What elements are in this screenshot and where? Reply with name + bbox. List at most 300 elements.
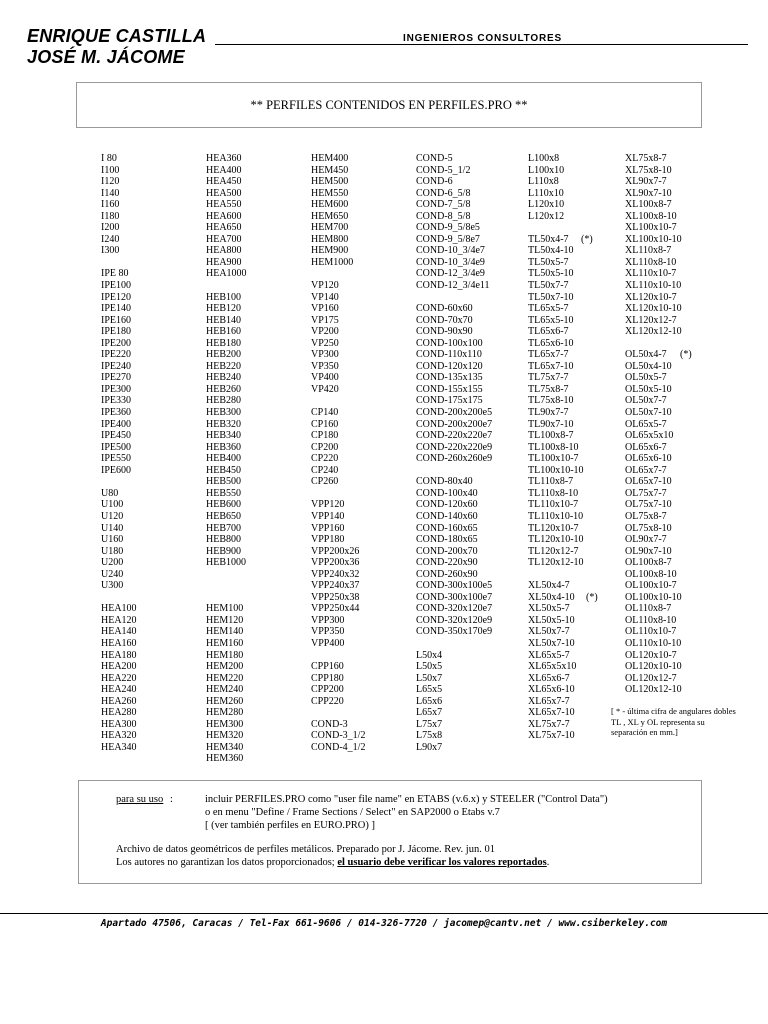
profile-cell: VPP300 bbox=[311, 614, 345, 626]
profile-cell bbox=[416, 638, 492, 650]
profile-cell: VPP120 bbox=[311, 499, 345, 511]
profile-cell: OL110x10-7 bbox=[625, 626, 677, 638]
profile-cell: HEB240 bbox=[206, 372, 241, 384]
profile-cell: OL110x10-10 bbox=[625, 637, 682, 649]
profile-cell: VP420 bbox=[311, 383, 339, 395]
profile-cell: TL50x7-10 bbox=[528, 291, 574, 303]
profile-cell: L50x4 bbox=[416, 649, 443, 661]
profile-cell: OL100x8-10 bbox=[625, 568, 677, 580]
profile-cell: VP200 bbox=[311, 326, 339, 338]
profile-column bbox=[101, 153, 137, 753]
profile-cell: HEM360 bbox=[206, 753, 244, 765]
profile-cell: XL90x7-10 bbox=[625, 187, 672, 199]
profile-cell bbox=[311, 395, 365, 407]
profile-cell: HEA800 bbox=[206, 245, 242, 257]
profile-cell: COND-3 bbox=[311, 718, 348, 730]
profile-cell: TL100x10-10 bbox=[528, 464, 584, 476]
profile-cell: COND-200x200e7 bbox=[416, 418, 493, 430]
disclaimer-warning: el usuario debe verificar los valores reportados bbox=[337, 857, 547, 868]
profile-cell: TL65x6-10 bbox=[528, 337, 574, 349]
profile-cell: TL90x7-7 bbox=[528, 407, 569, 419]
profile-cell: XL75x8-7 bbox=[625, 153, 667, 164]
profile-cell bbox=[206, 592, 247, 604]
profile-cell: COND-135x135 bbox=[416, 372, 483, 384]
profile-cell: TL65x6-7 bbox=[528, 326, 569, 338]
profile-cell: HEB600 bbox=[206, 499, 241, 511]
profile-cell: CP260 bbox=[311, 476, 339, 488]
profile-cell: OL65x6-10 bbox=[625, 453, 672, 465]
usage-label: para su uso bbox=[116, 794, 164, 805]
profile-cell: HEA700 bbox=[206, 233, 242, 245]
profile-cell: HEA900 bbox=[206, 256, 242, 268]
profile-cell: COND-60x60 bbox=[416, 303, 473, 315]
profile-cell: VPP200x36 bbox=[311, 557, 360, 569]
profile-cell: CP140 bbox=[311, 407, 339, 419]
profile-cell: COND-300x100e7 bbox=[416, 591, 493, 603]
profile-cell: OL50x7-10 bbox=[625, 407, 672, 419]
profile-cell: U180 bbox=[101, 545, 124, 557]
profile-cell: TL100x10-7 bbox=[528, 453, 579, 465]
firm-name: INGENIEROS CONSULTORES bbox=[403, 33, 562, 44]
profile-cell: L100x10 bbox=[528, 164, 565, 176]
profile-cell: XL100x8-7 bbox=[625, 199, 672, 211]
profile-cell: TL50x4-10 bbox=[528, 245, 574, 257]
profile-cell: HEB200 bbox=[206, 349, 241, 361]
profile-cell: L50x5 bbox=[416, 661, 443, 673]
profile-column bbox=[528, 153, 584, 742]
profile-cell: HEM120 bbox=[206, 614, 244, 626]
profile-cell: COND-140x60 bbox=[416, 510, 478, 522]
profile-cell: HEB360 bbox=[206, 441, 241, 453]
profile-cell: I140 bbox=[101, 187, 120, 199]
profile-cell: HEB450 bbox=[206, 464, 241, 476]
profile-cell: VPP250x44 bbox=[311, 603, 360, 615]
author-name-1: ENRIQUE CASTILLA bbox=[27, 26, 207, 46]
profile-cell: HEA220 bbox=[101, 672, 137, 684]
profile-cell: COND-320x120e7 bbox=[416, 603, 493, 615]
profile-cell: CPP180 bbox=[311, 672, 344, 684]
profile-cell: HEB400 bbox=[206, 453, 241, 465]
marker-tl: (*) bbox=[581, 234, 593, 245]
profile-cell: OL90x7-10 bbox=[625, 545, 672, 557]
profile-cell: HEB100 bbox=[206, 291, 241, 303]
profile-cell: HEB320 bbox=[206, 418, 241, 430]
profile-cell: XL65x7-10 bbox=[528, 707, 575, 719]
profile-cell: COND-7_5/8 bbox=[416, 199, 471, 211]
profile-cell: OL120x10-7 bbox=[625, 649, 677, 661]
profile-cell: IPE 80 bbox=[101, 268, 129, 280]
profile-cell: HEB550 bbox=[206, 487, 241, 499]
profile-cell: IPE400 bbox=[101, 418, 131, 430]
profile-cell: HEB180 bbox=[206, 337, 241, 349]
profile-cell: L50x7 bbox=[416, 672, 443, 684]
profile-cell: OL75x8-10 bbox=[625, 522, 672, 534]
profile-cell: COND-120x60 bbox=[416, 499, 478, 511]
profile-cell: HEA550 bbox=[206, 199, 242, 211]
profile-cell: U120 bbox=[101, 510, 124, 522]
profile-cell: COND-5_1/2 bbox=[416, 164, 471, 176]
profile-cell: L75x7 bbox=[416, 718, 443, 730]
profile-cell: OL50x5-7 bbox=[625, 372, 667, 384]
profile-cell: OL50x4-7 bbox=[625, 349, 667, 361]
profile-cell: HEM650 bbox=[311, 210, 349, 222]
profile-cell: OL120x10-10 bbox=[625, 661, 682, 673]
profile-cell: IPE330 bbox=[101, 395, 131, 407]
profile-column bbox=[206, 153, 247, 765]
profile-cell: XL75x8-10 bbox=[625, 164, 672, 176]
profile-cell: CP160 bbox=[311, 418, 339, 430]
profile-cell: HEM180 bbox=[206, 649, 244, 661]
profile-cell: COND-160x65 bbox=[416, 522, 478, 534]
profile-cell: U200 bbox=[101, 557, 124, 569]
document-title: ** PERFILES CONTENIDOS EN PERFILES.PRO ** bbox=[250, 97, 528, 112]
profile-cell: HEB1000 bbox=[206, 557, 246, 569]
profile-cell: TL50x7-7 bbox=[528, 280, 569, 292]
profile-cell: IPE140 bbox=[101, 303, 131, 315]
profile-cell: OL50x5-10 bbox=[625, 383, 672, 395]
profile-cell bbox=[528, 569, 584, 581]
profile-cell: HEM500 bbox=[311, 176, 349, 188]
profile-cell: VPP400 bbox=[311, 637, 345, 649]
profile-cell: VP300 bbox=[311, 349, 339, 361]
profile-cell: TL65x7-7 bbox=[528, 349, 569, 361]
profile-column bbox=[311, 153, 365, 753]
profile-cell: HEA600 bbox=[206, 210, 242, 222]
profile-cell: XL110x10-10 bbox=[625, 280, 682, 292]
profile-cell: I180 bbox=[101, 210, 120, 222]
profile-cell: TL50x4-7 bbox=[528, 233, 569, 245]
profile-cell: IPE120 bbox=[101, 291, 131, 303]
profile-cell: HEM600 bbox=[311, 199, 349, 211]
profile-cell: I200 bbox=[101, 222, 120, 234]
profile-cell: XL100x10-10 bbox=[625, 233, 682, 245]
profile-cell: HEA140 bbox=[101, 626, 137, 638]
profile-cell: HEA360 bbox=[206, 153, 242, 164]
profile-cell: XL110x8-10 bbox=[625, 256, 677, 268]
profile-cell: IPE600 bbox=[101, 464, 131, 476]
usage-line-1: incluir PERFILES.PRO como "user file name" en ETABS (v.6.x) y STEELER ("Control Data") bbox=[205, 794, 608, 805]
profile-cell: COND-9_5/8e5 bbox=[416, 222, 480, 234]
profile-cell: HEM220 bbox=[206, 672, 244, 684]
profile-cell: COND-200x200e5 bbox=[416, 407, 493, 419]
profile-cell: COND-12_3/4e11 bbox=[416, 280, 490, 292]
profile-cell: VP250 bbox=[311, 337, 339, 349]
profile-cell: COND-9_5/8e7 bbox=[416, 233, 480, 245]
profile-cell: TL75x8-10 bbox=[528, 395, 574, 407]
usage-line-4: Archivo de datos geométricos de perfiles metálicos. Preparado por J. Jácome. Rev. jun. 01 bbox=[116, 844, 495, 855]
profile-cell: COND-3_1/2 bbox=[311, 730, 366, 742]
profile-cell: OL120x12-7 bbox=[625, 672, 677, 684]
profile-cell: XL65x7-7 bbox=[528, 695, 570, 707]
profile-cell: XL110x8-7 bbox=[625, 245, 672, 257]
profile-cell: HEA240 bbox=[101, 684, 137, 696]
profile-cell: HEM400 bbox=[311, 153, 349, 164]
profile-cell: TL90x7-10 bbox=[528, 418, 574, 430]
usage-line-5 bbox=[116, 857, 549, 868]
profile-cell: I300 bbox=[101, 245, 120, 257]
profile-cell: OL100x8-7 bbox=[625, 557, 672, 569]
profile-cell: OL65x7-10 bbox=[625, 476, 672, 488]
profile-cell: CP200 bbox=[311, 441, 339, 453]
profile-cell: VPP200x26 bbox=[311, 545, 360, 557]
profile-cell: COND-70x70 bbox=[416, 314, 473, 326]
header-rule bbox=[215, 44, 748, 45]
profile-cell: HEB220 bbox=[206, 360, 241, 372]
footer-contact: Apartado 47506, Caracas / Tel-Fax 661-9606 / 014-326-7720 / jacomep@cantv.net / www.csiberkeley.com bbox=[100, 918, 668, 929]
profile-cell: U240 bbox=[101, 568, 124, 580]
profile-cell: TL75x7-7 bbox=[528, 372, 569, 384]
profile-cell: COND-100x100 bbox=[416, 337, 483, 349]
profile-cell: HEM260 bbox=[206, 695, 244, 707]
profile-cell: HEB650 bbox=[206, 510, 241, 522]
profile-cell: HEM200 bbox=[206, 661, 244, 673]
profile-cell: XL120x10-7 bbox=[625, 291, 677, 303]
profile-cell: IPE550 bbox=[101, 453, 131, 465]
profile-cell: OL100x10-10 bbox=[625, 591, 682, 603]
profile-cell: COND-10_3/4e7 bbox=[416, 245, 485, 257]
profile-cell: TL110x8-7 bbox=[528, 476, 574, 488]
author-name-2: JOSÉ M. JÁCOME bbox=[27, 47, 185, 67]
profile-cell: XL120x10-10 bbox=[625, 303, 682, 315]
profile-cell: HEA340 bbox=[101, 741, 137, 753]
profile-cell: HEM300 bbox=[206, 718, 244, 730]
profile-cell: HEA650 bbox=[206, 222, 242, 234]
profile-cell: COND-220x220e9 bbox=[416, 441, 493, 453]
profile-cell: COND-175x175 bbox=[416, 395, 483, 407]
profile-cell: TL110x8-10 bbox=[528, 487, 579, 499]
profile-cell: U160 bbox=[101, 534, 124, 546]
profile-cell: CPP160 bbox=[311, 661, 344, 673]
profile-cell: XL65x5-7 bbox=[528, 649, 570, 661]
profile-cell: HEA450 bbox=[206, 176, 242, 188]
profile-cell: COND-220x220e7 bbox=[416, 430, 493, 442]
profile-cell: HEM100 bbox=[206, 603, 244, 615]
profile-cell: TL50x5-7 bbox=[528, 256, 569, 268]
profile-cell: OL120x12-10 bbox=[625, 684, 682, 696]
profile-cell: XL50x7-7 bbox=[528, 626, 570, 638]
profile-cell: IPE180 bbox=[101, 326, 131, 338]
profile-cell: HEM340 bbox=[206, 741, 244, 753]
profile-cell: OL110x8-10 bbox=[625, 614, 677, 626]
profile-cell: HEA320 bbox=[101, 730, 137, 742]
usage-line-2: o en menu "Define / Frame Sections / Select" en SAP2000 o Etabs v.7 bbox=[205, 807, 500, 818]
profile-cell: TL75x8-7 bbox=[528, 383, 569, 395]
profile-cell: COND-350x170e9 bbox=[416, 626, 493, 638]
profile-cell: OL65x5-7 bbox=[625, 418, 667, 430]
profile-cell: TL65x5-10 bbox=[528, 314, 574, 326]
profile-cell: XL100x8-10 bbox=[625, 210, 677, 222]
profile-cell bbox=[311, 488, 365, 500]
profile-cell bbox=[311, 268, 365, 280]
profile-cell: HEB140 bbox=[206, 314, 241, 326]
profile-cell: TL120x10-10 bbox=[528, 534, 584, 546]
profile-cell: TL110x10-10 bbox=[528, 510, 584, 522]
profile-cell: HEM280 bbox=[206, 707, 244, 719]
profile-cell: VPP140 bbox=[311, 510, 345, 522]
profile-cell: HEB500 bbox=[206, 476, 241, 488]
profile-cell: CP240 bbox=[311, 464, 339, 476]
profile-cell: HEB800 bbox=[206, 534, 241, 546]
profile-cell: I120 bbox=[101, 176, 120, 188]
profile-cell bbox=[311, 650, 365, 662]
profile-cell: COND-155x155 bbox=[416, 383, 483, 395]
profile-cell: OL100x10-7 bbox=[625, 580, 677, 592]
profile-cell: HEM240 bbox=[206, 684, 244, 696]
usage-box bbox=[78, 780, 702, 884]
profile-cell: TL120x10-7 bbox=[528, 522, 579, 534]
profile-cell: VP350 bbox=[311, 360, 339, 372]
profile-cell: L120x10 bbox=[528, 199, 565, 211]
profile-cell: HEA120 bbox=[101, 614, 137, 626]
profile-cell: OL50x4-10 bbox=[625, 360, 672, 372]
profile-cell: COND-260x260e9 bbox=[416, 453, 493, 465]
profile-cell: I240 bbox=[101, 233, 120, 245]
profile-cell: XL120x12-10 bbox=[625, 326, 682, 338]
profile-cell: XL50x7-10 bbox=[528, 637, 575, 649]
profile-cell: CPP220 bbox=[311, 695, 344, 707]
footer-rule bbox=[0, 913, 768, 914]
profile-cell bbox=[101, 476, 137, 488]
profile-cell: HEA160 bbox=[101, 637, 137, 649]
profile-cell: IPE300 bbox=[101, 383, 131, 395]
profile-cell: COND-8_5/8 bbox=[416, 210, 471, 222]
profile-cell bbox=[206, 280, 247, 292]
profile-cell: TL100x8-7 bbox=[528, 430, 574, 442]
profile-cell: L75x8 bbox=[416, 730, 443, 742]
profile-cell: VPP240x32 bbox=[311, 568, 360, 580]
footnote: [ * - última cifra de angulares dobles TL , XL y OL representa su separación en mm.] bbox=[611, 706, 736, 737]
profile-cell: HEA300 bbox=[101, 718, 137, 730]
profile-cell: XL75x7-7 bbox=[528, 718, 570, 730]
profile-cell: XL50x5-7 bbox=[528, 603, 570, 615]
profile-cell: OL90x7-7 bbox=[625, 534, 667, 546]
profile-cell: XL110x10-7 bbox=[625, 268, 677, 280]
profile-column bbox=[416, 153, 492, 753]
profile-cell: COND-120x120 bbox=[416, 360, 483, 372]
profile-cell: CP180 bbox=[311, 430, 339, 442]
profile-cell: I 80 bbox=[101, 153, 117, 164]
disclaimer-text: Los autores no garantizan los datos proporcionados; bbox=[116, 857, 338, 868]
profile-cell: COND-80x40 bbox=[416, 476, 473, 488]
profile-cell: HEM900 bbox=[311, 245, 349, 257]
profile-cell: IPE360 bbox=[101, 407, 131, 419]
profile-column bbox=[625, 153, 682, 696]
marker-xl: (*) bbox=[586, 592, 598, 603]
profile-cell: IPE200 bbox=[101, 337, 131, 349]
profile-cell: HEB280 bbox=[206, 395, 241, 407]
profile-cell: TL110x10-7 bbox=[528, 499, 579, 511]
profile-cell: COND-6_5/8 bbox=[416, 187, 471, 199]
profile-cell: U300 bbox=[101, 580, 124, 592]
profile-cell bbox=[416, 292, 492, 304]
profile-cell: IPE240 bbox=[101, 360, 131, 372]
profile-cell: IPE220 bbox=[101, 349, 131, 361]
profile-cell: HEA400 bbox=[206, 164, 242, 176]
profile-cell: HEA100 bbox=[101, 603, 137, 615]
profile-cell: VPP240x37 bbox=[311, 580, 360, 592]
profile-cell: HEB340 bbox=[206, 430, 241, 442]
profile-cell: COND-110x110 bbox=[416, 349, 482, 361]
profile-cell bbox=[528, 222, 584, 234]
profile-cell: XL65x6-7 bbox=[528, 672, 570, 684]
profile-cell: IPE100 bbox=[101, 280, 131, 292]
profile-cell bbox=[625, 338, 682, 350]
profile-cell: HEA180 bbox=[101, 649, 137, 661]
profile-cell: HEM700 bbox=[311, 222, 349, 234]
profile-cell bbox=[101, 257, 137, 269]
profile-cell: COND-320x120e9 bbox=[416, 614, 493, 626]
profile-cell: L120x12 bbox=[528, 210, 565, 222]
profile-cell: OL75x8-7 bbox=[625, 510, 667, 522]
profile-cell: COND-5 bbox=[416, 153, 453, 164]
profile-cell: HEA200 bbox=[101, 661, 137, 673]
profile-cell: IPE270 bbox=[101, 372, 131, 384]
profile-cell: XL90x7-7 bbox=[625, 176, 667, 188]
profile-cell: OL75x7-7 bbox=[625, 487, 667, 499]
disclaimer-period: . bbox=[546, 857, 550, 868]
profile-cell: L110x8 bbox=[528, 176, 559, 188]
profile-cell: CP220 bbox=[311, 453, 339, 465]
profile-cell bbox=[311, 707, 365, 719]
profile-cell: IPE500 bbox=[101, 441, 131, 453]
profile-cell: HEB300 bbox=[206, 407, 241, 419]
profile-cell: L65x6 bbox=[416, 695, 443, 707]
marker-ol: (*) bbox=[680, 349, 692, 360]
profile-cell: HEM800 bbox=[311, 233, 349, 245]
profile-cell: XL50x5-10 bbox=[528, 614, 575, 626]
profile-cell: OL65x5x10 bbox=[625, 430, 674, 442]
profile-cell: HEB120 bbox=[206, 303, 241, 315]
profile-cell: COND-300x100e5 bbox=[416, 580, 493, 592]
profile-cell: COND-100x40 bbox=[416, 487, 478, 499]
profile-cell: XL50x4-7 bbox=[528, 580, 570, 592]
profile-cell: HEA280 bbox=[101, 707, 137, 719]
profile-cell: VP160 bbox=[311, 303, 339, 315]
profile-cell: OL110x8-7 bbox=[625, 603, 672, 615]
profile-cell: VPP250x38 bbox=[311, 591, 360, 603]
profile-cell: COND-260x90 bbox=[416, 568, 478, 580]
profile-cell: COND-90x90 bbox=[416, 326, 473, 338]
profile-cell: VP400 bbox=[311, 372, 339, 384]
profile-cell: U100 bbox=[101, 499, 124, 511]
profile-cell: I100 bbox=[101, 164, 120, 176]
profile-cell: VPP180 bbox=[311, 534, 345, 546]
profile-cell: XL120x12-7 bbox=[625, 314, 677, 326]
profile-cell bbox=[206, 580, 247, 592]
profile-cell: L65x5 bbox=[416, 684, 443, 696]
title-box bbox=[76, 82, 702, 128]
profile-cell: OL65x6-7 bbox=[625, 441, 667, 453]
profile-cell: HEM1000 bbox=[311, 256, 354, 268]
profile-cell: OL50x7-7 bbox=[625, 395, 667, 407]
profile-cell: TL50x5-10 bbox=[528, 268, 574, 280]
profile-cell: HEM320 bbox=[206, 730, 244, 742]
profile-cell bbox=[101, 592, 137, 604]
profile-cell: XL65x5x10 bbox=[528, 661, 577, 673]
profile-cell: U80 bbox=[101, 487, 119, 499]
profile-cell: XL75x7-10 bbox=[528, 730, 575, 742]
profile-cell: COND-10_3/4e9 bbox=[416, 256, 485, 268]
profile-cell: VPP160 bbox=[311, 522, 345, 534]
profile-cell: XL65x6-10 bbox=[528, 684, 575, 696]
profile-cell: IPE160 bbox=[101, 314, 131, 326]
profile-cell: VP175 bbox=[311, 314, 339, 326]
profile-cell: COND-220x90 bbox=[416, 557, 478, 569]
profile-cell: HEA500 bbox=[206, 187, 242, 199]
usage-colon: : bbox=[170, 794, 173, 805]
profile-cell: VPP350 bbox=[311, 626, 345, 638]
profile-cell: HEB260 bbox=[206, 383, 241, 395]
